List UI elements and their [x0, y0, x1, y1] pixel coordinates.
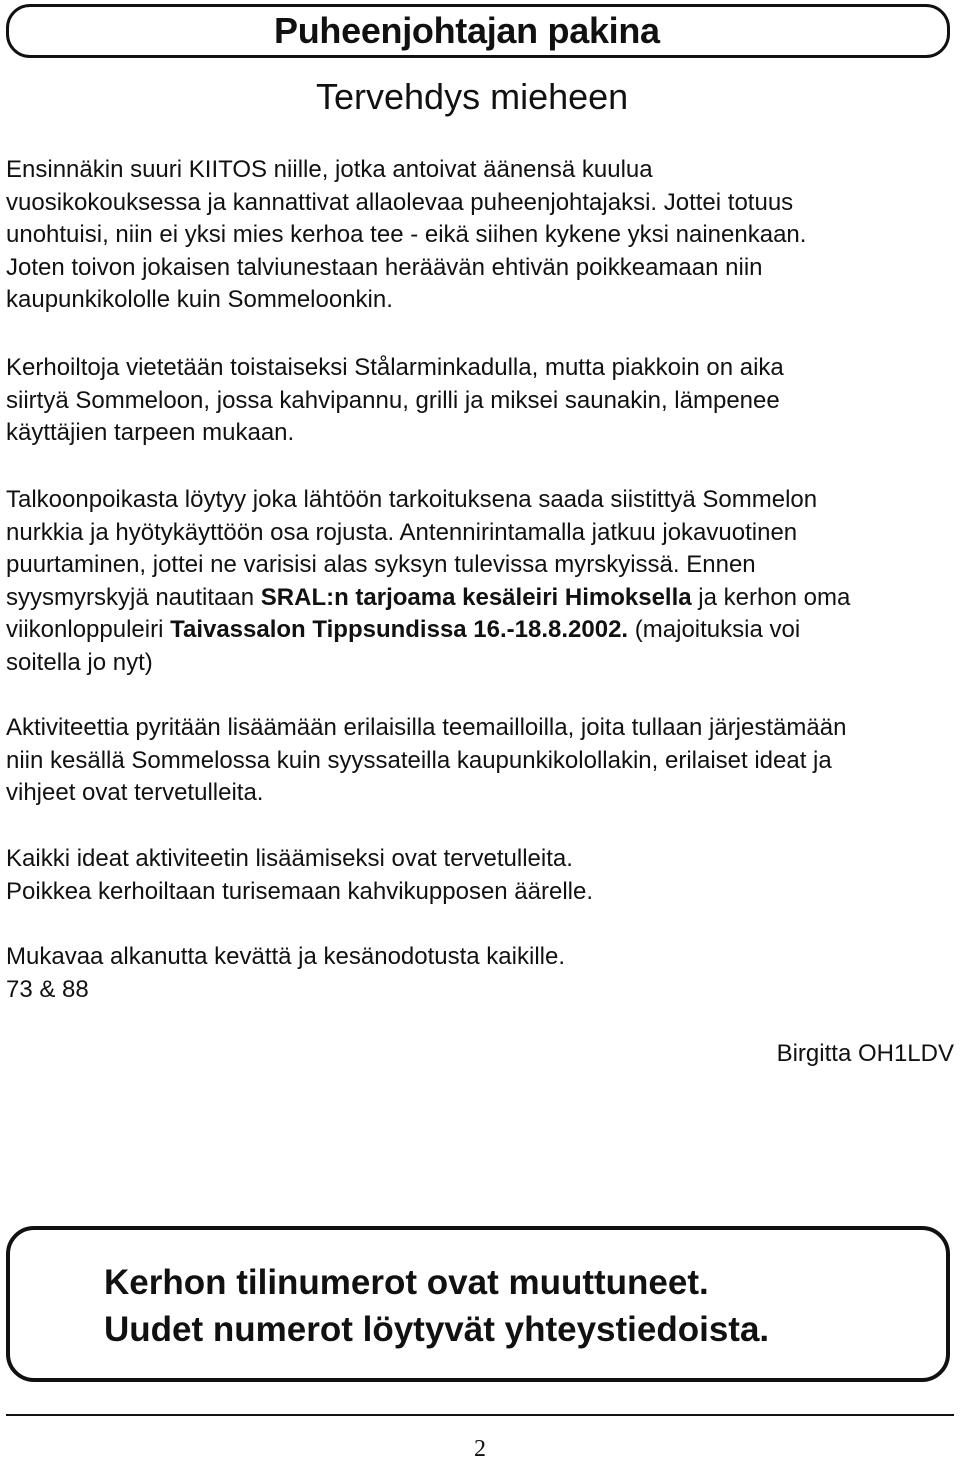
- weekend-camp-highlight: Taivassalon Tippsundissa 16.-18.8.2002.: [170, 616, 629, 643]
- text-line: [6, 582, 956, 615]
- account-notice: [104, 1259, 769, 1353]
- article-subtitle: Tervehdys mieheen: [316, 76, 629, 117]
- text-segment: viikonloppuleiri: [6, 616, 171, 643]
- text-line: [6, 614, 956, 647]
- text-line: siirtyä Sommeloon, jossa kahvipannu, grilli ja miksei saunakin, lämpenee: [6, 386, 780, 414]
- paragraph-ideas: [6, 843, 956, 908]
- text-line: puurtaminen, jottei ne varisisi alas syksyn tulevissa myrskyissä. Ennen: [6, 551, 756, 578]
- text-segment: syysmyrskyjä nautitaan: [6, 583, 261, 611]
- text-segment: ja kerhon oma: [691, 583, 851, 611]
- text-line: Joten toivon jokaisen talviunestaan heräävän ehtivän poikkeamaan niin: [6, 253, 763, 281]
- text-line: soitella jo nyt): [6, 648, 153, 676]
- text-line: käyttäjien tarpeen mukaan.: [6, 419, 295, 446]
- paragraph-greeting: [6, 941, 956, 1006]
- paragraph-intro: [6, 154, 956, 317]
- notice-line: Uudet numerot löytyvät yhteystiedoista.: [104, 1310, 770, 1349]
- notice-line: Kerhon tilinumerot ovat muuttuneet.: [104, 1263, 709, 1302]
- text-line: vuosikokouksessa ja kannattivat allaolevaa puheenjohtajaksi. Jottei totuus: [6, 188, 794, 216]
- paragraph-talkoot: [6, 484, 956, 679]
- text-line: Ensinnäkin suuri KIITOS niille, jotka antoivat äänensä kuulua: [6, 156, 653, 183]
- author-signature: Birgitta OH1LDV: [776, 1040, 954, 1067]
- page-title: Puheenjohtajan pakina: [274, 10, 660, 51]
- text-line: nurkkia ja hyötykäyttöön osa rojusta. Antennirintamalla jatkuu jokavuotinen: [6, 518, 798, 546]
- text-line: 73 & 88: [6, 975, 89, 1003]
- paragraph-club-evenings: [6, 352, 956, 450]
- paragraph-activities: [6, 712, 956, 810]
- text-line: niin kesällä Sommelossa kuin syyssateilla kaupunkikolollakin, erilaiset ideat ja: [6, 746, 832, 774]
- text-line: Mukavaa alkanutta kevättä ja kesänodotusta kaikille.: [6, 943, 565, 970]
- text-line: Aktiviteettia pyritään lisäämään erilaisilla teemailloilla, joita tullaan järjestämään: [6, 714, 847, 741]
- text-line: vihjeet ovat tervetulleita.: [6, 779, 264, 806]
- summer-camp-highlight: SRAL:n tarjoama kesäleiri Himoksella: [260, 583, 692, 611]
- text-line: kaupunkikololle kuin Sommeloonkin.: [6, 286, 393, 313]
- text-line: unohtuisi, niin ei yksi mies kerhoa tee - eikä siihen kykene yksi nainenkaan.: [6, 221, 807, 248]
- text-line: Kerhoiltoja vietetään toistaiseksi Stålarminkadulla, mutta piakkoin on aika: [6, 354, 784, 381]
- text-line: Kaikki ideat aktiviteetin lisäämiseksi ovat tervetulleita.: [6, 845, 573, 872]
- footer-divider: [6, 1414, 954, 1416]
- page-number: 2: [474, 1436, 486, 1462]
- text-line: Poikkea kerhoiltaan turisemaan kahvikupposen äärelle.: [6, 877, 594, 905]
- text-segment: (majoituksia voi: [628, 616, 801, 643]
- text-line: Talkoonpoikasta löytyy joka lähtöön tarkoituksena saada siistittyä Sommelon: [6, 486, 818, 513]
